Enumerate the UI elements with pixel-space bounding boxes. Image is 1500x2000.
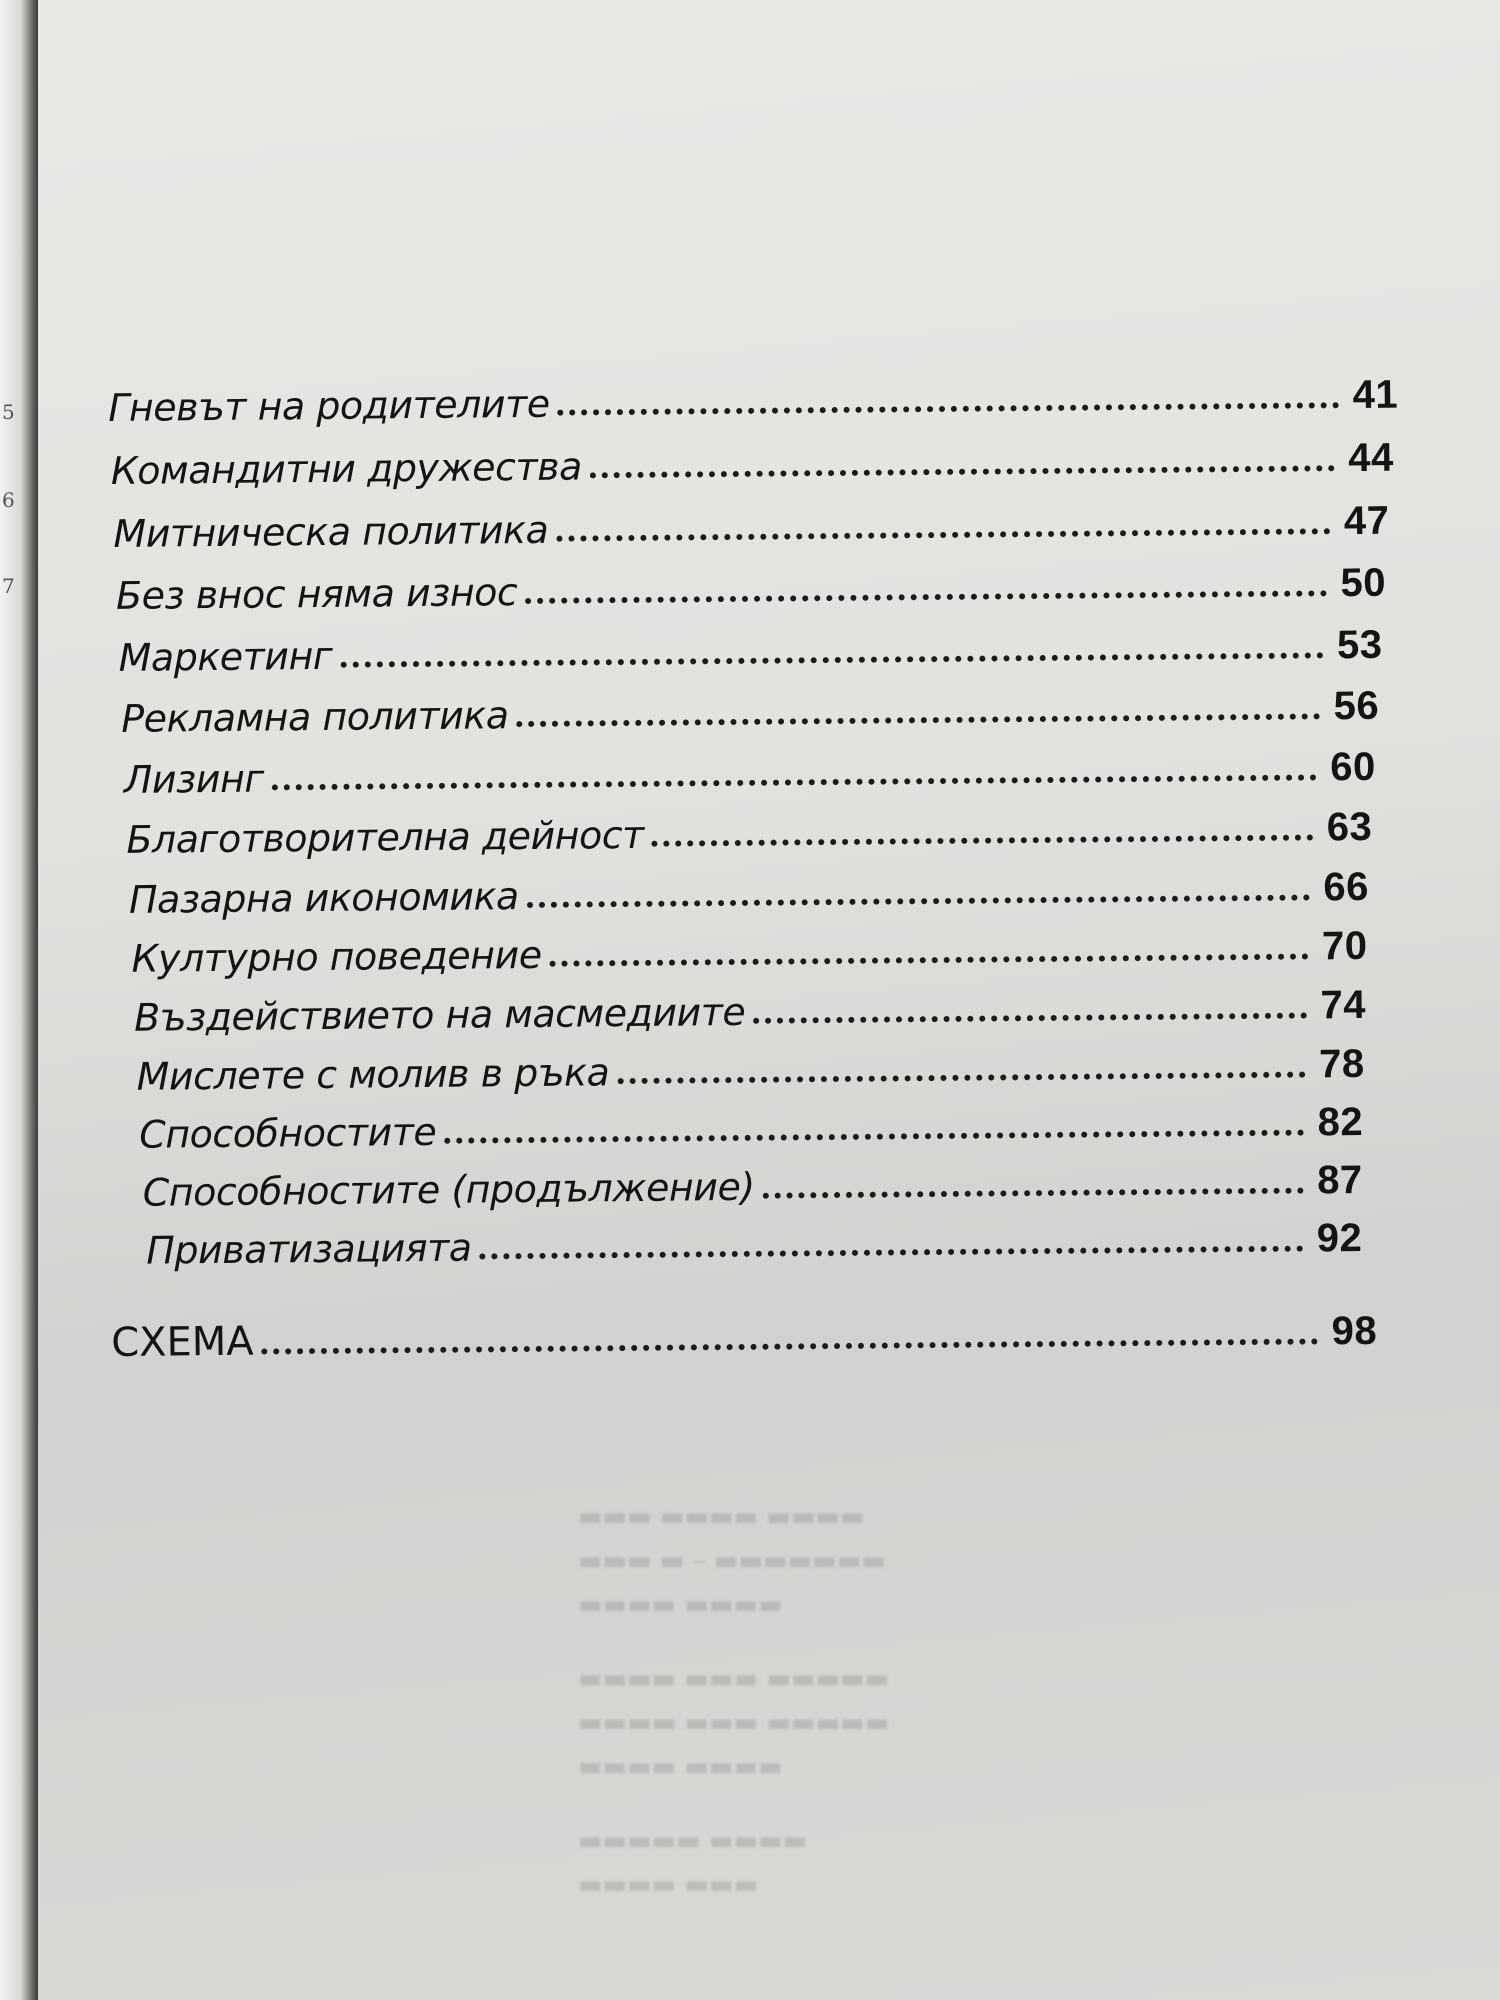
book-page xyxy=(38,0,1500,2000)
toc-entry-title: Лизинг xyxy=(123,756,264,802)
gutter-mark: 6 xyxy=(2,488,15,512)
toc-entry-page: 63 xyxy=(1326,804,1373,850)
toc-entry xyxy=(129,865,1369,922)
toc-entry xyxy=(146,1216,1362,1273)
toc-entry xyxy=(116,561,1386,618)
dot-leader xyxy=(556,528,1330,541)
dot-leader xyxy=(480,1246,1303,1260)
toc-entry xyxy=(111,436,1394,493)
toc-entry-title: Гневът на родителите xyxy=(108,381,550,430)
dot-leader xyxy=(617,1072,1305,1085)
toc-entry xyxy=(143,1158,1363,1215)
book-gutter xyxy=(0,0,38,2000)
toc-entry-page: 74 xyxy=(1320,982,1367,1028)
toc-entry-page: 70 xyxy=(1321,923,1368,969)
toc-entry-title: Командитни дружества xyxy=(110,444,582,493)
toc-entry-page: 92 xyxy=(1316,1216,1363,1261)
toc-entry-title: Способностите (продължение) xyxy=(142,1164,755,1215)
toc-entry-schema xyxy=(111,1308,1377,1366)
toc-entry-page: 53 xyxy=(1336,622,1383,668)
toc-entry xyxy=(139,1100,1363,1157)
toc-entry xyxy=(113,499,1389,556)
toc-entry xyxy=(108,373,1398,430)
dot-leader xyxy=(550,954,1308,967)
gutter-mark: 7 xyxy=(2,574,15,598)
toc-entry-page: 82 xyxy=(1317,1099,1364,1145)
toc-entry-page: 44 xyxy=(1348,435,1394,481)
toc-entry xyxy=(118,623,1382,680)
toc-entry-page: 66 xyxy=(1323,864,1370,910)
toc-entry-page: 87 xyxy=(1316,1157,1363,1203)
toc-entry-page: 47 xyxy=(1343,498,1390,544)
toc-entry-title: Въздействието на масмедиите xyxy=(133,989,746,1040)
dot-leader xyxy=(444,1130,1303,1144)
toc-entry-page: 60 xyxy=(1330,744,1376,790)
dot-leader xyxy=(652,834,1313,846)
gutter-mark: 5 xyxy=(2,400,15,424)
dot-leader xyxy=(262,1338,1318,1354)
toc-entry xyxy=(131,924,1367,981)
toc-entry-title: Способностите xyxy=(138,1109,437,1157)
toc-entry xyxy=(136,1042,1364,1099)
toc-entry-page: 56 xyxy=(1333,683,1380,729)
toc-entry-title: Рекламна политика xyxy=(120,693,509,741)
dot-leader xyxy=(590,465,1335,478)
toc-entry-title: Благотворителна дейност xyxy=(126,812,645,862)
toc-entry-title: Приватизацията xyxy=(146,1225,472,1273)
toc-entry-title: Пазарна икономика xyxy=(128,874,519,922)
toc-entry-page: 41 xyxy=(1352,372,1399,418)
toc-entry-page: 50 xyxy=(1340,560,1387,606)
toc-entry xyxy=(124,745,1376,802)
dot-leader xyxy=(753,1013,1306,1024)
toc-entry xyxy=(121,684,1379,741)
toc-entry xyxy=(134,983,1366,1040)
dot-leader xyxy=(527,894,1310,908)
toc-entry-title: Без внос няма износ xyxy=(115,570,518,618)
toc-entry-page: 98 xyxy=(1331,1308,1378,1354)
table-of-contents xyxy=(108,372,1458,1367)
dot-leader xyxy=(340,652,1323,667)
dot-leader xyxy=(517,713,1320,727)
toc-entry-title: СХЕМА xyxy=(110,1318,254,1367)
show-through-text: ▬▬▬▬ ▬▬▬▬ ▬▬▬ ▬▬▬▬▬▬▬ – ▬ ▬▬▬ ▬▬▬▬ ▬▬▬▬ ▬▬▬▬▬ ▬▬▬ ▬▬▬▬ ▬▬▬▬▬ ▬▬▬ ▬▬▬▬ ▬▬▬▬ ▬▬▬▬ ▬▬▬▬ ▬▬▬▬▬ ▬▬▬ ▬▬▬▬ xyxy=(578,1502,890,1900)
toc-entry-title: Културно поведение xyxy=(131,932,542,981)
dot-leader xyxy=(558,402,1339,415)
toc-entry-title: Маркетинг xyxy=(118,633,333,680)
dot-leader xyxy=(272,774,1317,790)
dot-leader xyxy=(525,590,1326,604)
toc-entry-page: 78 xyxy=(1318,1041,1365,1087)
toc-entry xyxy=(126,805,1372,862)
toc-entry-title: Митническа политика xyxy=(113,507,549,556)
dot-leader xyxy=(763,1188,1304,1199)
toc-entry-title: Мислете с молив в ръка xyxy=(136,1050,610,1099)
